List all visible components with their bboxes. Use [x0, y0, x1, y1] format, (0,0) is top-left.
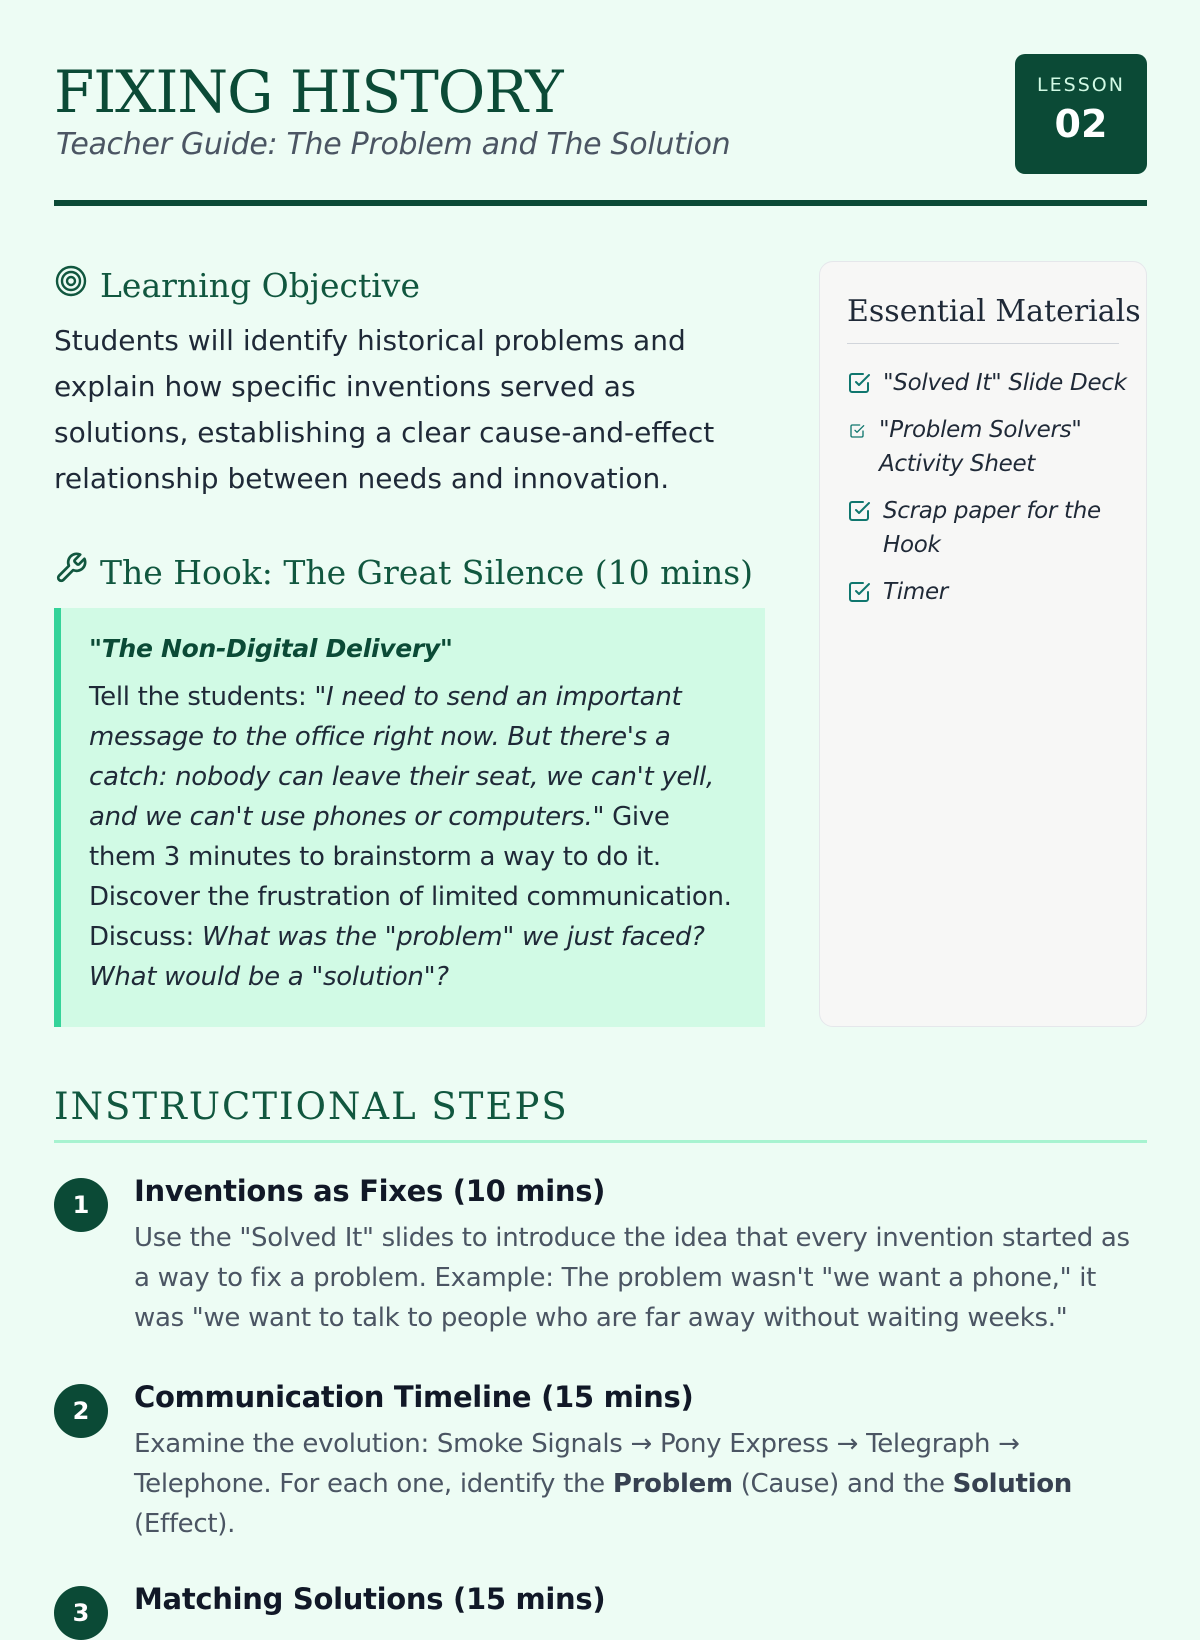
lesson-number: 02 [1054, 102, 1108, 146]
list-item [847, 366, 1127, 400]
page-subtitle: Teacher Guide: The Problem and The Solution [56, 127, 731, 162]
step-number-badge: 2 [54, 1384, 108, 1438]
lesson-badge [1015, 54, 1147, 174]
step-desc-end: (Effect). [134, 1509, 236, 1539]
materials-list [847, 366, 1127, 622]
step-description [134, 1424, 1147, 1544]
check-square-icon [847, 371, 871, 399]
steps-title: INSTRUCTIONAL STEPS [54, 1085, 569, 1128]
step-desc-solution: Solution [952, 1469, 1072, 1499]
step-title: Matching Solutions (15 mins) [134, 1582, 606, 1616]
check-square-icon [847, 499, 871, 527]
objective-heading-text: Learning Objective [100, 265, 420, 305]
hook-box-title: "The Non-Digital Delivery" [89, 634, 453, 663]
list-item [847, 494, 1127, 562]
list-item [847, 413, 1127, 481]
step-desc-problem: Problem [612, 1469, 733, 1499]
wrench-icon [54, 551, 100, 593]
hook-heading [54, 551, 753, 593]
material-label: Timer [883, 579, 948, 605]
material-label: "Problem Solvers" Activity Sheet [879, 417, 1082, 477]
hook-question: What was the "problem" we just faced? What would be a "solution"? [89, 922, 705, 992]
materials-divider [847, 343, 1119, 344]
materials-card [819, 261, 1147, 1027]
steps-divider [54, 1140, 1147, 1143]
target-icon [54, 264, 100, 306]
hook-intro: Tell the students: [89, 682, 315, 712]
lesson-label: LESSON [1037, 74, 1125, 96]
step-title: Communication Timeline (15 mins) [134, 1380, 694, 1414]
hook-middle: Give them 3 minutes to brainstorm a way to do it. Discover the frustration of limited communication. Discuss: [89, 802, 732, 952]
check-square-icon [849, 423, 865, 443]
check-square-icon [847, 580, 871, 608]
hook-heading-text: The Hook: The Great Silence (10 mins) [100, 552, 754, 592]
step-number-badge: 1 [54, 1178, 108, 1232]
step-description: Use the "Solved It" slides to introduce the idea that every invention started as a way to fix a problem. Example: The problem wasn't "we want a phone," it was "we want to talk to people who are far away without waiting weeks." [134, 1223, 1130, 1333]
step-number-badge: 3 [54, 1586, 108, 1640]
hook-box [54, 608, 765, 1027]
page-header [54, 54, 1147, 206]
objective-text: Students will identify historical problems and explain how specific inventions served as solutions, establishing a clear cause-and-effect relationship between needs and innovation. [54, 324, 715, 495]
step-desc-intro: Examine the evolution: Smoke Signals → Pony Express → Telegraph → Telephone. For each one, identify the [134, 1429, 1020, 1499]
header-divider [54, 200, 1147, 206]
step-title: Inventions as Fixes (10 mins) [134, 1174, 606, 1208]
hook-box-text [89, 677, 741, 997]
hook-quote: "I need to send an important message to the office right now. But there's a catch: nobody can leave their seat, we can't yell, and we can't use phones or computers." [89, 682, 714, 832]
materials-title: Essential Materials [847, 294, 1141, 329]
material-label: Scrap paper for the Hook [883, 498, 1101, 558]
list-item [847, 575, 1127, 609]
objective-heading [54, 264, 420, 306]
step-desc-mid: (Cause) and the [732, 1469, 953, 1499]
page-title: FIXING HISTORY [54, 58, 563, 126]
material-label: "Solved It" Slide Deck [883, 370, 1127, 396]
